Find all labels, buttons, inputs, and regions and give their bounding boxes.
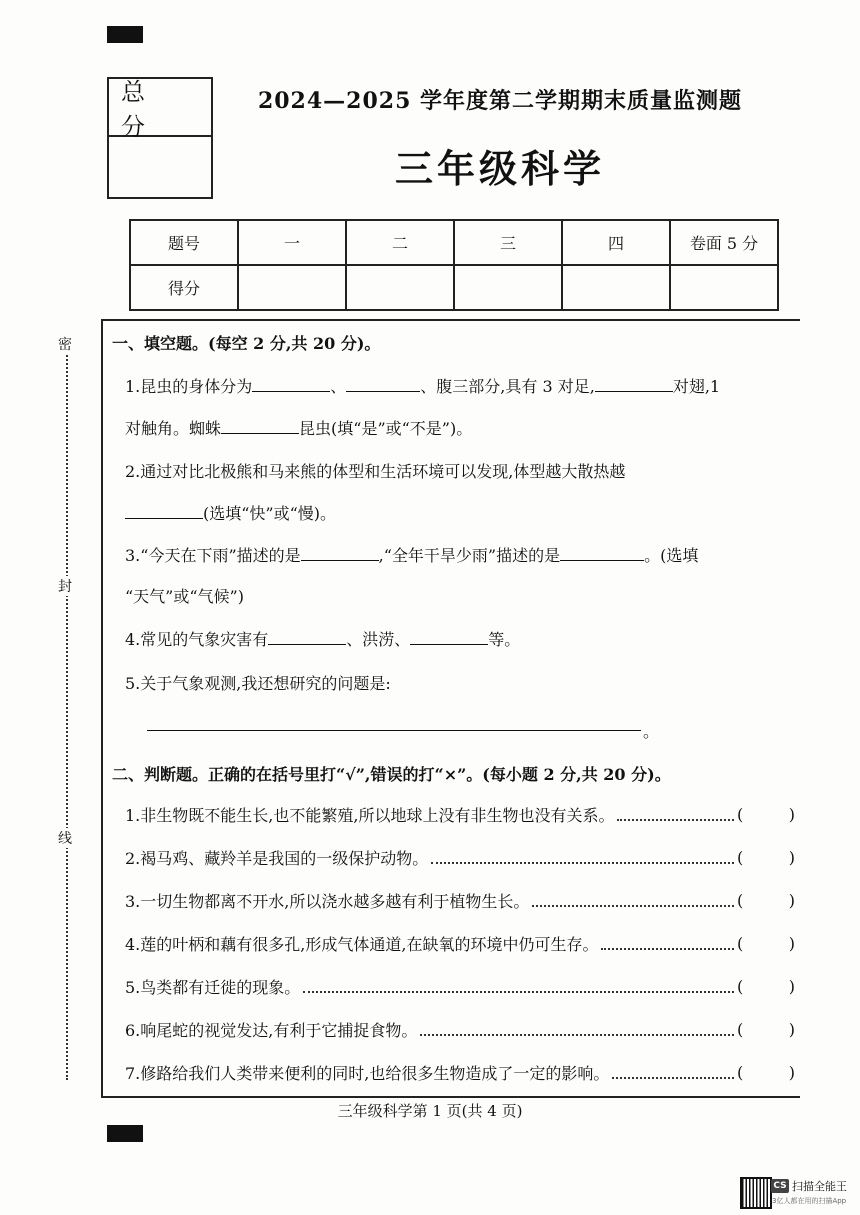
- answer-blank[interactable]: [301, 544, 379, 561]
- judge-item-text: 1.非生物既不能生长,也不能繁殖,所以地球上没有非生物也没有关系。: [125, 806, 615, 825]
- score-input-cell[interactable]: [454, 265, 562, 310]
- dot-leader: [532, 895, 734, 907]
- dot-leader: [420, 1024, 734, 1036]
- question-3-line-2: [125, 584, 244, 607]
- q5-text: 5.关于气象观测,我还想研究的问题是:: [125, 674, 391, 693]
- q4-text: 4.常见的气象灾害有: [125, 630, 269, 649]
- paren-open: (: [737, 848, 744, 867]
- registration-mark-bottom: [107, 1125, 143, 1142]
- q4-text: 、洪涝、: [346, 630, 411, 649]
- judge-item: [125, 1061, 795, 1084]
- paren-open: (: [737, 977, 744, 996]
- q1-text: 、腹三部分,具有 3 对足,: [420, 377, 595, 396]
- paren-close: ): [788, 891, 795, 910]
- paren-open: (: [737, 1020, 744, 1039]
- score-cell: 二: [346, 220, 454, 265]
- paren-close: ): [788, 1063, 795, 1082]
- question-4-line: [125, 627, 520, 650]
- judge-item-text: 2.褐马鸡、藏羚羊是我国的一级保护动物。: [125, 849, 429, 868]
- question-2-line-2: [125, 501, 336, 524]
- section1-heading: 一、填空题。(每空 2 分,共 20 分)。: [112, 334, 381, 353]
- q2-text: (选填“快”或“慢)。: [203, 504, 337, 523]
- dot-leader: [303, 981, 734, 993]
- q3-text: “天气”或“气候”): [125, 587, 244, 606]
- dot-leader: [601, 938, 734, 950]
- judge-item: [125, 846, 795, 869]
- q1-text: 1.昆虫的身体分为: [125, 377, 253, 396]
- q3-text: ,“全年干旱少雨”描述的是: [378, 546, 561, 565]
- score-cell: 题号: [130, 220, 238, 265]
- answer-blank[interactable]: [268, 628, 346, 645]
- score-table-score-row: [130, 265, 778, 310]
- scanner-app-name: 扫描全能王: [792, 1180, 847, 1193]
- q2-text: 2.通过对比北极熊和马来熊的体型和生活环境可以发现,体型越大散热越: [125, 462, 626, 481]
- score-table-header-row: [130, 220, 778, 265]
- q4-text: 等。: [488, 630, 521, 649]
- exam-subtitle: 三年级科学: [394, 146, 605, 191]
- judge-item-text: 4.莲的叶柄和藕有很多孔,形成气体通道,在缺氧的环境中仍可生存。: [125, 935, 599, 954]
- question-5-line: [125, 671, 391, 694]
- q3-text: 。(选填: [644, 546, 699, 565]
- judge-item: [125, 975, 795, 998]
- judge-item: [125, 1018, 795, 1041]
- answer-blank[interactable]: [252, 375, 330, 392]
- answer-parens[interactable]: [737, 848, 795, 867]
- score-input-cell[interactable]: [238, 265, 346, 310]
- exam-title: 2024—2025 学年度第二学期期末质量监测题: [257, 88, 743, 114]
- camscanner-logo-icon: CS: [771, 1179, 789, 1193]
- score-cell: 卷面 5 分: [670, 220, 778, 265]
- score-table: [129, 219, 779, 311]
- q1-text: 对触角。蜘蛛: [125, 419, 222, 438]
- paren-close: ): [788, 977, 795, 996]
- judge-item: [125, 803, 795, 826]
- judge-item-text: 3.一切生物都离不开水,所以浇水越多越有利于植物生长。: [125, 892, 530, 911]
- total-score-label: 总 分: [109, 79, 211, 137]
- score-cell: 一: [238, 220, 346, 265]
- q5-end: 。: [643, 722, 660, 741]
- answer-parens[interactable]: [737, 1063, 795, 1082]
- binding-label-bottom: 线: [58, 828, 72, 848]
- score-cell: 四: [562, 220, 670, 265]
- answer-blank[interactable]: [560, 544, 644, 561]
- dot-leader: [612, 1067, 734, 1079]
- score-input-cell[interactable]: [670, 265, 778, 310]
- paren-open: (: [737, 891, 744, 910]
- binding-line: [66, 340, 68, 1080]
- judge-item-text: 7.修路给我们人类带来便利的同时,也给很多生物造成了一定的影响。: [125, 1064, 610, 1083]
- judge-item-text: 5.鸟类都有迁徙的现象。: [125, 978, 301, 997]
- q3-text: 3.“今天在下雨”描述的是: [125, 546, 301, 565]
- paren-open: (: [737, 805, 744, 824]
- binding-label-middle: 封: [58, 576, 72, 596]
- question-1-line-2: [125, 416, 472, 439]
- score-row-label: 得分: [130, 265, 238, 310]
- answer-blank[interactable]: [221, 417, 299, 434]
- score-input-cell[interactable]: [346, 265, 454, 310]
- paren-open: (: [737, 934, 744, 953]
- answer-blank[interactable]: [595, 375, 673, 392]
- paren-open: (: [737, 1063, 744, 1082]
- answer-blank[interactable]: [410, 628, 488, 645]
- q1-text: 、: [330, 377, 347, 396]
- judge-item-text: 6.响尾蛇的视觉发达,有利于它捕捉食物。: [125, 1021, 418, 1040]
- dot-leader: [431, 852, 734, 864]
- binding-label-top: 密: [58, 334, 72, 354]
- answer-blank-long[interactable]: [147, 730, 641, 731]
- judge-item: [125, 932, 795, 955]
- total-score-box: [107, 77, 213, 199]
- answer-blank[interactable]: [125, 502, 203, 519]
- answer-parens[interactable]: [737, 805, 795, 824]
- registration-mark-top: [107, 26, 143, 43]
- score-input-cell[interactable]: [562, 265, 670, 310]
- paren-close: ): [788, 805, 795, 824]
- paren-close: ): [788, 934, 795, 953]
- answer-parens[interactable]: [737, 977, 795, 996]
- question-3-line-1: [125, 543, 698, 566]
- judge-item: [125, 889, 795, 912]
- section2-heading: 二、判断题。正确的在括号里打“√”,错误的打“×”。(每小题 2 分,共 20 分)。: [112, 765, 671, 784]
- answer-blank[interactable]: [346, 375, 420, 392]
- question-area: [101, 319, 800, 1098]
- page-footer: 三年级科学第 1 页(共 4 页): [337, 1102, 523, 1120]
- paren-close: ): [788, 848, 795, 867]
- q1-text: 对翅,1: [672, 377, 721, 396]
- scanner-app-slogan: 3亿人都在用的扫描App: [772, 1197, 847, 1205]
- answer-parens[interactable]: [737, 934, 795, 953]
- qr-code-icon: [740, 1177, 772, 1209]
- answer-parens[interactable]: [737, 891, 795, 910]
- dot-leader: [617, 809, 734, 821]
- paren-close: ): [788, 1020, 795, 1039]
- question-1-line-1: [125, 374, 720, 397]
- question-2-line-1: [125, 459, 625, 482]
- answer-parens[interactable]: [737, 1020, 795, 1039]
- q1-text: 昆虫(填“是”或“不是”)。: [299, 419, 473, 438]
- score-cell: 三: [454, 220, 562, 265]
